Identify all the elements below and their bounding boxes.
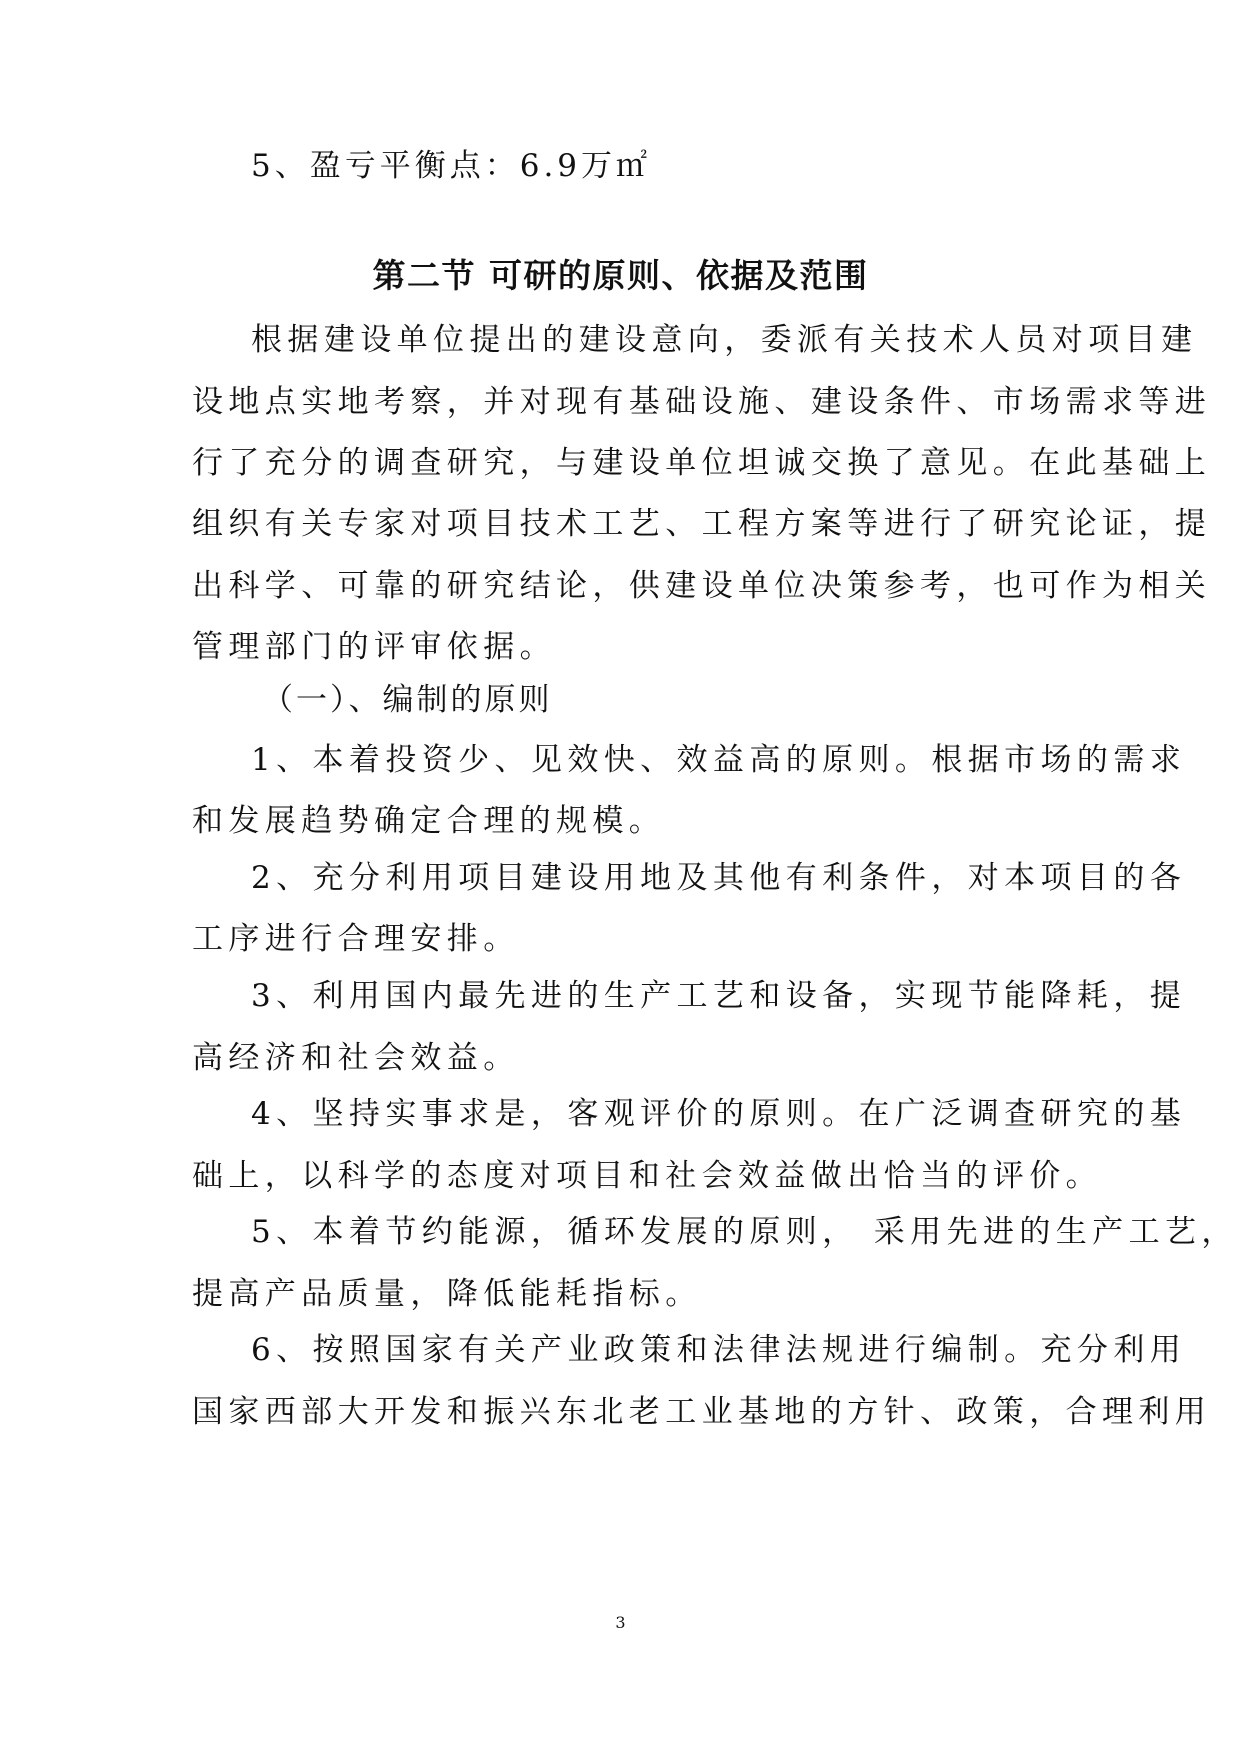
principle-line: 础上，以科学的态度对项目和社会效益做出恰当的评价。: [192, 1158, 1102, 1194]
principle-line: 5、本着节约能源，循环发展的原则， 采用先进的生产工艺，: [251, 1214, 1238, 1250]
principle-line: 提高产品质量，降低能耗指标。: [192, 1276, 702, 1312]
intro-line: 出科学、可靠的研究结论，供建设单位决策参考，也可作为相关: [192, 568, 1212, 604]
principle-line: 6、按照国家有关产业政策和法律法规进行编制。充分利用: [251, 1332, 1187, 1368]
subheading: （一）、编制的原则: [262, 682, 553, 718]
intro-line: 组织有关专家对项目技术工艺、工程方案等进行了研究论证，提: [192, 506, 1212, 542]
balance-point-line: 5、盈亏平衡点：6.9万㎡: [251, 148, 652, 184]
principle-line: 2、充分利用项目建设用地及其他有利条件，对本项目的各: [251, 860, 1187, 896]
principle-line: 1、本着投资少、见效快、效益高的原则。根据市场的需求: [251, 742, 1187, 778]
section-heading: 第二节 可研的原则、依据及范围: [372, 256, 869, 295]
intro-line: 管理部门的评审依据。: [192, 629, 556, 665]
principle-line: 3、利用国内最先进的生产工艺和设备，实现节能降耗，提: [251, 978, 1187, 1014]
principle-line: 高经济和社会效益。: [192, 1040, 520, 1076]
principle-line: 4、坚持实事求是，客观评价的原则。在广泛调查研究的基: [251, 1096, 1187, 1132]
intro-line: 根据建设单位提出的建设意向，委派有关技术人员对项目建: [251, 322, 1198, 358]
page-number: 3: [615, 1613, 626, 1632]
principle-line: 国家西部大开发和振兴东北老工业基地的方针、政策，合理利用: [192, 1394, 1212, 1430]
intro-line: 行了充分的调查研究，与建设单位坦诚交换了意见。在此基础上: [192, 445, 1212, 481]
principle-line: 和发展趋势确定合理的规模。: [192, 803, 666, 839]
intro-line: 设地点实地考察，并对现有基础设施、建设条件、市场需求等进: [192, 384, 1212, 420]
principle-line: 工序进行合理安排。: [192, 921, 520, 957]
